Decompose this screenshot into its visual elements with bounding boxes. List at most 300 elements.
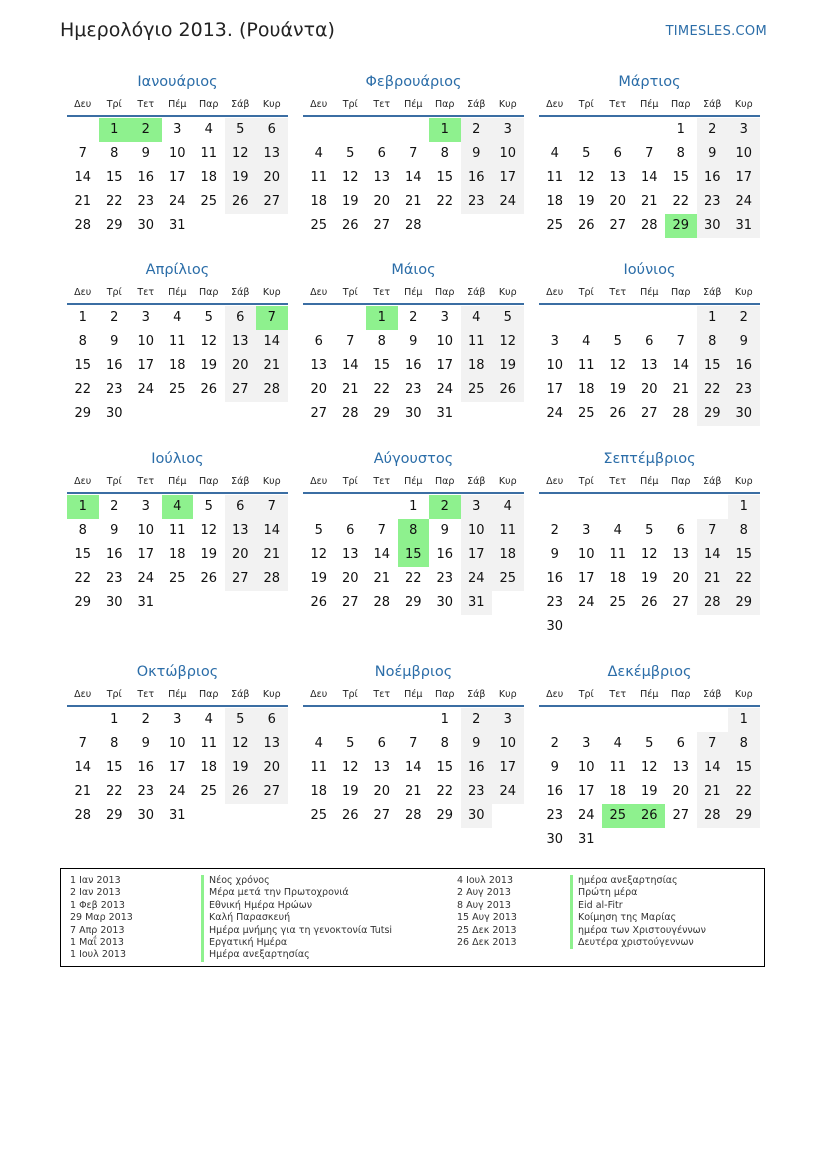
day-cell: 2 [697,118,729,142]
day-cell: 11 [546,170,564,185]
day-cell: 7 [409,146,418,161]
day-cell: 10 [577,760,595,775]
month-block [67,260,288,426]
day-cell: 7 [409,736,418,751]
day-cell: 17 [168,760,186,775]
day-cell: 30 [105,595,123,610]
weekday-label: Δευ [310,476,328,487]
day-cell: 11 [168,334,186,349]
day-cell: 18 [168,547,186,562]
day-cell: 27 [256,780,288,804]
weekday-label: Παρ [671,287,691,298]
day-cell: 21 [697,780,729,804]
legend-holiday-name: Μέρα μετά την Πρωτοχρονιά [201,887,392,899]
legend-holiday-name: Εθνική Ημέρα Ηρώων [201,900,392,912]
day-cell: 19 [577,194,595,209]
day-cell: 9 [550,760,559,775]
weekday-label: Τρί [342,287,358,298]
legend-names-right [570,875,706,949]
day-cell: 22 [672,194,690,209]
day-cell: 21 [697,567,729,591]
legend-date: 8 Αυγ 2013 [457,899,511,911]
day-cell: 5 [225,708,257,732]
day-cell: 9 [550,547,559,562]
weekday-header [303,472,524,494]
day-cell: 1 [728,708,760,732]
empty-cell [539,708,571,732]
weekday-label: Πέμ [404,689,423,700]
day-cell: 19 [310,571,328,586]
day-cell: 15 [373,358,391,373]
day-cell: 23 [105,382,123,397]
day-grid [303,708,524,828]
day-cell: 11 [577,358,595,373]
empty-cell [665,495,697,519]
weekday-label: Παρ [671,689,691,700]
day-cell: 5 [225,118,257,142]
day-cell: 21 [640,194,658,209]
empty-cell [665,708,697,732]
weekday-header [67,283,288,305]
day-grid [67,708,288,828]
weekday-header [303,95,524,117]
day-cell: 16 [105,358,123,373]
day-cell: 25 [200,784,218,799]
day-cell: 10 [137,334,155,349]
weekday-label: Δευ [74,99,92,110]
legend-date: 29 Μαρ 2013 [70,912,133,924]
day-cell: 8 [697,330,729,354]
weekday-label: Δευ [546,99,564,110]
weekday-label: Πέμ [404,99,423,110]
empty-cell [571,306,603,330]
month-block [303,662,524,828]
day-cell: 16 [697,166,729,190]
day-cell: 17 [492,756,524,780]
day-cell: 21 [373,571,391,586]
empty-cell [398,118,430,142]
day-grid [539,306,760,426]
month-name: Ιανουάριος [137,74,218,90]
day-cell: 30 [436,595,454,610]
day-grid [303,495,524,615]
weekday-label: Τρί [578,287,594,298]
day-cell: 5 [346,146,355,161]
empty-cell [67,118,99,142]
empty-cell [303,306,335,330]
weekday-label: Σάβ [467,476,486,487]
day-cell: 26 [609,406,627,421]
holiday-day-cell: 25 [602,804,634,828]
weekday-label: Σάβ [703,476,722,487]
day-cell: 25 [168,382,186,397]
day-cell: 12 [640,547,658,562]
day-cell: 25 [609,595,627,610]
day-cell: 29 [373,406,391,421]
day-cell: 27 [609,218,627,233]
empty-cell [571,495,603,519]
day-cell: 15 [74,358,92,373]
weekday-label: Δευ [546,689,564,700]
weekday-label: Δευ [310,99,328,110]
day-cell: 27 [373,808,391,823]
day-cell: 3 [582,736,591,751]
weekday-label: Παρ [435,287,455,298]
day-cell: 7 [697,519,729,543]
day-cell: 18 [310,784,328,799]
day-cell: 13 [373,760,391,775]
weekday-label: Παρ [199,476,219,487]
legend-date: 1 Ιαν 2013 [70,875,121,886]
day-cell: 22 [728,780,760,804]
weekday-label: Κυρ [262,689,281,700]
day-cell: 5 [346,736,355,751]
day-cell: 22 [728,567,760,591]
day-cell: 8 [110,736,119,751]
day-cell: 11 [609,760,627,775]
day-cell: 21 [404,784,422,799]
day-cell: 19 [640,571,658,586]
weekday-header [67,95,288,117]
day-cell: 4 [492,495,524,519]
day-cell: 10 [728,142,760,166]
empty-cell [602,708,634,732]
day-cell: 24 [168,784,186,799]
day-cell: 13 [341,547,359,562]
day-cell: 23 [461,190,493,214]
day-cell: 21 [74,194,92,209]
day-cell: 24 [492,780,524,804]
day-cell: 13 [609,170,627,185]
day-cell: 12 [200,334,218,349]
legend-dates-right [457,875,517,949]
empty-cell [335,708,367,732]
day-cell: 19 [640,784,658,799]
day-cell: 30 [461,804,493,828]
day-cell: 2 [409,310,418,325]
holiday-day-cell: 26 [634,804,666,828]
day-cell: 21 [404,194,422,209]
weekday-label: Δευ [74,287,92,298]
day-cell: 22 [404,571,422,586]
day-cell: 24 [436,382,454,397]
day-cell: 10 [168,736,186,751]
day-cell: 6 [377,146,386,161]
day-cell: 3 [141,310,150,325]
day-cell: 1 [78,310,87,325]
weekday-label: Σάβ [467,99,486,110]
day-cell: 23 [546,595,564,610]
day-cell: 28 [256,567,288,591]
weekday-label: Τετ [373,287,391,298]
day-cell: 23 [436,571,454,586]
day-cell: 5 [204,499,213,514]
day-cell: 20 [672,784,690,799]
empty-cell [335,306,367,330]
weekday-label: Σάβ [467,689,486,700]
weekday-label: Παρ [435,476,455,487]
day-cell: 11 [200,736,218,751]
weekday-label: Κυρ [734,99,753,110]
day-cell: 16 [546,784,564,799]
day-cell: 28 [404,808,422,823]
day-cell: 12 [200,523,218,538]
day-cell: 15 [436,170,454,185]
empty-cell [602,306,634,330]
day-cell: 19 [341,784,359,799]
day-cell: 9 [440,523,449,538]
day-cell: 12 [341,760,359,775]
empty-cell [539,306,571,330]
day-cell: 7 [346,334,355,349]
day-cell: 23 [728,378,760,402]
day-cell: 6 [377,736,386,751]
weekday-label: Τρί [106,99,122,110]
day-cell: 3 [728,118,760,142]
day-cell: 27 [341,595,359,610]
holiday-day-cell: 8 [398,519,430,543]
day-cell: 2 [461,708,493,732]
day-cell: 20 [225,354,257,378]
day-cell: 14 [640,170,658,185]
day-cell: 13 [256,732,288,756]
day-cell: 20 [225,543,257,567]
day-cell: 9 [461,142,493,166]
day-cell: 25 [546,218,564,233]
day-cell: 2 [728,306,760,330]
weekday-label: Κυρ [262,99,281,110]
day-cell: 19 [225,166,257,190]
day-cell: 12 [609,358,627,373]
weekday-label: Τρί [342,99,358,110]
day-cell: 30 [404,406,422,421]
day-cell: 29 [728,804,760,828]
day-cell: 21 [256,543,288,567]
day-cell: 7 [377,523,386,538]
day-cell: 17 [137,547,155,562]
day-grid [539,708,760,852]
day-cell: 22 [105,194,123,209]
weekday-label: Παρ [435,689,455,700]
day-cell: 20 [609,194,627,209]
day-cell: 14 [341,358,359,373]
day-cell: 27 [256,190,288,214]
day-cell: 15 [436,760,454,775]
day-cell: 22 [436,194,454,209]
month-block [67,72,288,238]
empty-cell [634,306,666,330]
day-cell: 14 [404,170,422,185]
month-block [67,662,288,828]
weekday-label: Τετ [137,689,155,700]
weekday-label: Δευ [74,689,92,700]
day-cell: 23 [404,382,422,397]
month-name: Αύγουστος [373,451,454,467]
weekday-label: Παρ [199,689,219,700]
legend-holiday-name: Νέος χρόνος [201,875,392,887]
weekday-header [539,95,760,117]
weekday-label: Σάβ [231,476,250,487]
legend-date: 1 Μαΐ 2013 [70,936,124,948]
day-cell: 10 [436,334,454,349]
day-cell: 16 [461,756,493,780]
day-cell: 25 [200,194,218,209]
empty-cell [697,495,729,519]
empty-cell [539,118,571,142]
day-cell: 20 [256,756,288,780]
day-cell: 23 [546,808,564,823]
legend-date: 2 Αυγ 2013 [457,887,511,899]
day-cell: 13 [640,358,658,373]
day-cell: 30 [546,832,564,847]
weekday-label: Τρί [578,99,594,110]
legend-holiday-name: Eid al-Fitr [570,900,706,912]
weekday-label: Τρί [578,689,594,700]
day-cell: 3 [492,708,524,732]
day-cell: 4 [204,122,213,137]
weekday-label: Τετ [609,99,627,110]
day-cell: 18 [546,194,564,209]
day-cell: 6 [645,334,654,349]
day-cell: 28 [74,808,92,823]
empty-cell [571,118,603,142]
legend-date: 2 Ιαν 2013 [70,887,121,899]
holiday-day-cell: 1 [366,306,398,330]
day-cell: 24 [728,190,760,214]
day-cell: 9 [110,334,119,349]
day-cell: 5 [613,334,622,349]
legend-date: 1 Ιουλ 2013 [70,949,126,961]
holiday-day-cell: 2 [130,118,162,142]
month-name: Νοέμβριος [374,664,453,680]
day-cell: 31 [461,591,493,615]
day-cell: 3 [492,118,524,142]
day-cell: 4 [461,306,493,330]
month-block [539,72,760,238]
day-cell: 24 [577,595,595,610]
day-grid [539,118,760,238]
day-cell: 1 [728,495,760,519]
day-cell: 21 [74,784,92,799]
day-cell: 24 [577,808,595,823]
day-cell: 30 [105,406,123,421]
day-cell: 19 [609,382,627,397]
day-cell: 26 [225,780,257,804]
day-cell: 30 [728,402,760,426]
day-cell: 9 [409,334,418,349]
weekday-label: Δευ [310,287,328,298]
day-cell: 20 [256,166,288,190]
day-grid [67,495,288,615]
weekday-label: Τρί [342,689,358,700]
weekday-label: Σάβ [467,287,486,298]
day-cell: 25 [310,808,328,823]
day-cell: 22 [74,382,92,397]
day-cell: 3 [461,495,493,519]
legend-date: 26 Δεκ 2013 [457,936,517,948]
weekday-header [539,472,760,494]
empty-cell [571,708,603,732]
day-cell: 24 [492,190,524,214]
weekday-label: Πέμ [168,99,187,110]
day-cell: 30 [546,619,564,634]
day-cell: 12 [310,547,328,562]
weekday-label: Πέμ [168,476,187,487]
day-cell: 18 [168,358,186,373]
day-cell: 9 [141,146,150,161]
day-cell: 5 [645,736,654,751]
day-cell: 25 [577,406,595,421]
day-cell: 6 [676,523,685,538]
day-cell: 8 [440,736,449,751]
day-cell: 28 [256,378,288,402]
day-cell: 28 [74,218,92,233]
legend-holiday-name: Δευτέρα χριστούγεννων [570,937,706,949]
day-cell: 10 [168,146,186,161]
day-cell: 6 [256,708,288,732]
day-cell: 29 [105,808,123,823]
legend-holiday-name: Κοίμηση της Μαρίας [570,912,706,924]
day-cell: 17 [577,571,595,586]
brand-link[interactable]: TIMESLES.COM [665,24,767,39]
weekday-header [303,283,524,305]
weekday-label: Παρ [671,99,691,110]
day-cell: 28 [672,406,690,421]
day-cell: 22 [105,784,123,799]
month-name: Ιούλιος [151,451,204,467]
day-cell: 13 [373,170,391,185]
legend-holiday-name: Ημέρα μνήμης για τη γενοκτονία Tutsi [201,925,392,937]
day-cell: 1 [440,712,449,727]
page-title: Ημερολόγιο 2013. (Ρουάντα) [60,19,335,41]
day-cell: 3 [440,310,449,325]
weekday-label: Παρ [435,99,455,110]
weekday-header [539,685,760,707]
day-cell: 14 [256,519,288,543]
day-cell: 26 [640,595,658,610]
day-cell: 13 [225,519,257,543]
empty-cell [634,495,666,519]
weekday-label: Κυρ [262,287,281,298]
day-cell: 16 [105,547,123,562]
day-cell: 5 [582,146,591,161]
day-cell: 24 [168,194,186,209]
day-cell: 3 [582,523,591,538]
day-cell: 7 [256,495,288,519]
weekday-label: Κυρ [734,689,753,700]
day-cell: 11 [200,146,218,161]
weekday-label: Τετ [373,689,391,700]
weekday-label: Κυρ [734,476,753,487]
day-cell: 16 [728,354,760,378]
weekday-label: Τετ [137,99,155,110]
day-cell: 11 [310,170,328,185]
day-cell: 22 [74,571,92,586]
day-cell: 9 [728,330,760,354]
day-cell: 13 [256,142,288,166]
legend-date: 7 Απρ 2013 [70,924,125,936]
day-cell: 8 [676,146,685,161]
month-block [303,260,524,426]
empty-cell [398,708,430,732]
day-cell: 26 [310,595,328,610]
day-cell: 20 [640,382,658,397]
day-cell: 17 [546,382,564,397]
weekday-label: Πέμ [168,287,187,298]
holiday-day-cell: 1 [67,495,99,519]
empty-cell [366,118,398,142]
day-cell: 17 [461,543,493,567]
